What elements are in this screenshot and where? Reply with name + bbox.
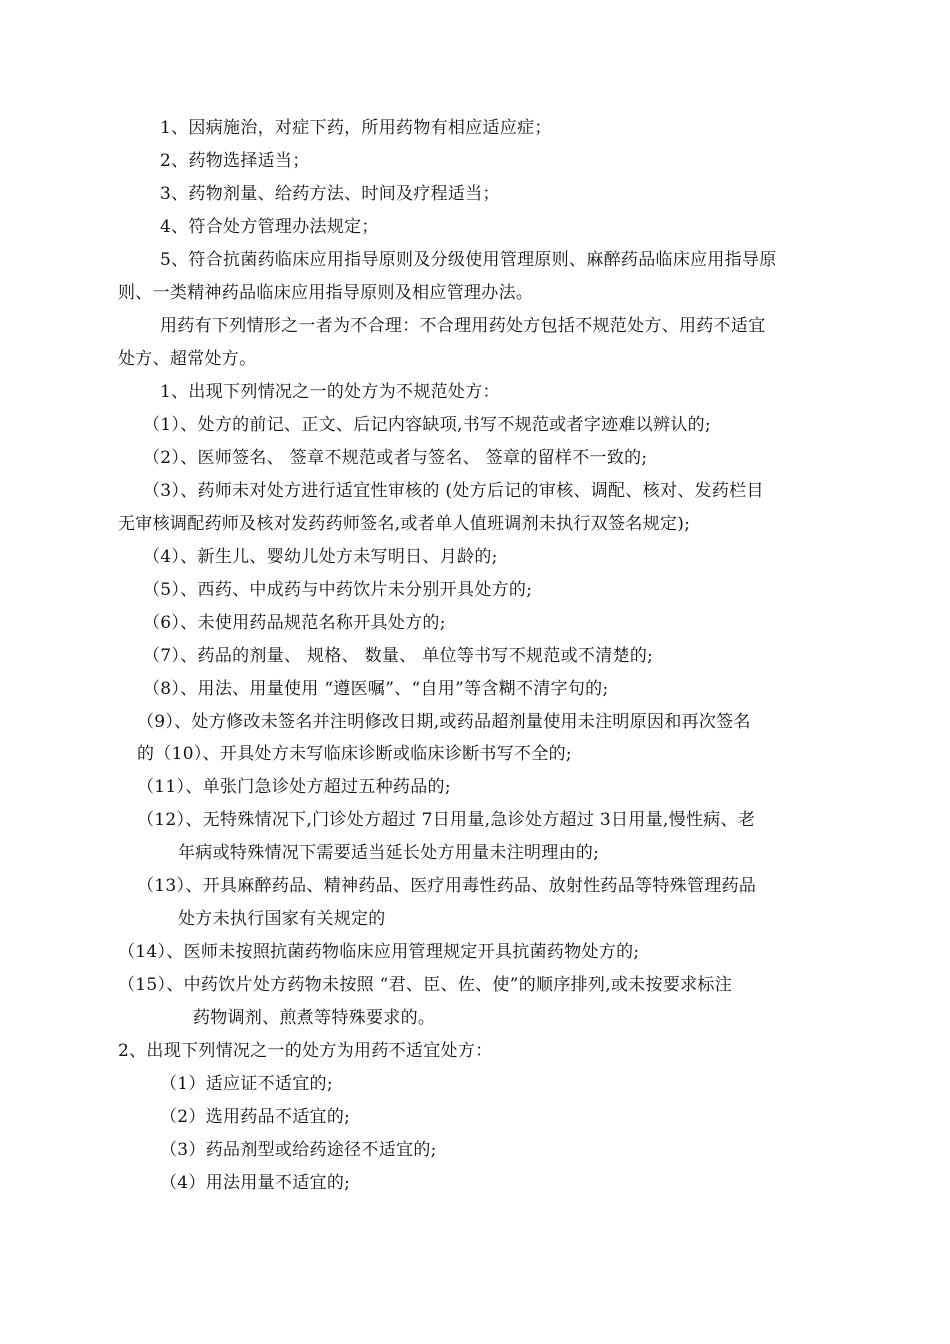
text-line: （15）、中药饮片处方药物未按照 “君、臣、佐、使”的顺序排列,或未按要求标注 bbox=[118, 975, 733, 995]
text-line: 年病或特殊情况下需要适当延长处方用量未注明理由的; bbox=[178, 843, 600, 863]
text-line: （5）、西药、中成药与中药饮片未分别开具处方的; bbox=[143, 580, 533, 600]
text-line: （9）、处方修改未签名并注明修改日期,或药品超剂量使用未注明原因和再次签名 bbox=[137, 712, 751, 732]
text-line: 的（10）、开具处方未写临床诊断或临床诊断书写不全的; bbox=[137, 744, 572, 764]
text-line: （1）、处方的前记、正文、后记内容缺项,书写不规范或者字迹难以辨认的; bbox=[143, 415, 711, 435]
text-line: 5、符合抗菌药临床应用指导原则及分级使用管理原则、麻醉药品临床应用指导原 bbox=[160, 250, 777, 270]
text-line: （3）、药师未对处方进行适宜性审核的 (处方后记的审核、调配、核对、发药栏目 bbox=[143, 481, 764, 501]
text-line: （4）用法用量不适宜的; bbox=[160, 1173, 351, 1193]
text-line: 2、出现下列情况之一的处方为用药不适宜处方： bbox=[118, 1041, 493, 1061]
text-line: （2）、医师签名、 签章不规范或者与签名、 签章的留样不一致的; bbox=[143, 448, 648, 468]
text-line: 2、药物选择适当； bbox=[160, 151, 310, 171]
text-line: 3、药物剂量、给药方法、时间及疗程适当； bbox=[160, 184, 500, 204]
text-line: 1、出现下列情况之一的处方为不规范处方： bbox=[160, 382, 500, 402]
text-line: 药物调剂、煎煮等特殊要求的。 bbox=[193, 1008, 436, 1028]
text-line: （3）药品剂型或给药途径不适宜的; bbox=[160, 1140, 437, 1160]
text-line: 处方未执行国家有关规定的 bbox=[178, 909, 386, 929]
text-line: 处方、超常处方。 bbox=[118, 349, 257, 369]
text-line: （1）适应证不适宜的; bbox=[160, 1074, 333, 1094]
text-line: 无审核调配药师及核对发药药师签名,或者单人值班调剂未执行双签名规定); bbox=[118, 514, 691, 534]
text-line: （2）选用药品不适宜的; bbox=[160, 1107, 351, 1127]
text-line: （11）、单张门急诊处方超过五种药品的; bbox=[137, 777, 451, 797]
text-line: （7）、药品的剂量、 规格、 数量、 单位等书写不规范或不清楚的; bbox=[143, 646, 654, 666]
text-line: 则、一类精神药品临床应用指导原则及相应管理办法。 bbox=[118, 283, 534, 303]
text-line: 用药有下列情形之一者为不合理：不合理用药处方包括不规范处方、用药不适宜 bbox=[160, 316, 766, 336]
text-line: （14）、医师未按照抗菌药物临床应用管理规定开具抗菌药物处方的; bbox=[118, 942, 640, 962]
text-line: （12）、无特殊情况下,门诊处方超过 7日用量,急诊处方超过 3日用量,慢性病、老 bbox=[137, 810, 756, 830]
text-line: （4）、新生儿、婴幼儿处方未写明日、月龄的; bbox=[143, 547, 498, 567]
text-line: 4、符合处方管理办法规定； bbox=[160, 217, 379, 237]
text-line: （13）、开具麻醉药品、精神药品、医疗用毒性药品、放射性药品等特殊管理药品 bbox=[137, 876, 757, 896]
text-line: 1、因病施治，对症下药，所用药物有相应适应症； bbox=[160, 118, 552, 138]
text-line: （8）、用法、用量使用 “遵医嘱”、“自用”等含糊不清字句的; bbox=[143, 679, 609, 699]
text-line: （6）、未使用药品规范名称开具处方的; bbox=[143, 613, 446, 633]
